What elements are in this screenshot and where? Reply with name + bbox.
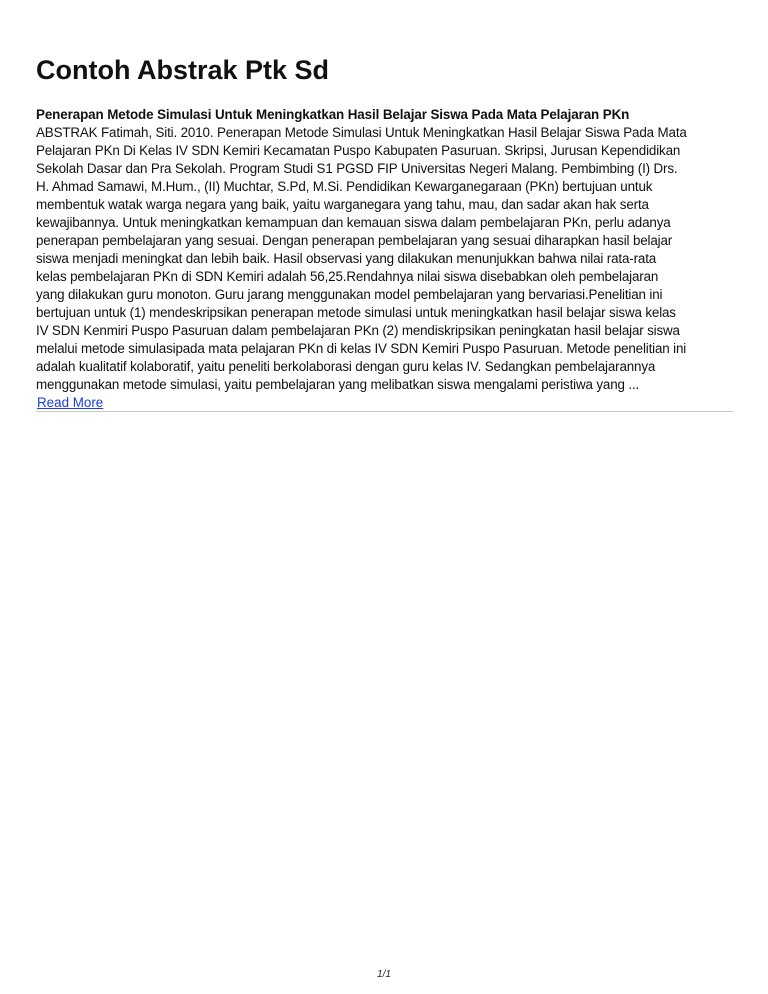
article-body-line: membentuk watak warga negara yang baik, yaitu warganegara yang tahu, mau, dan sadar akan hak serta bbox=[36, 197, 649, 212]
page-number: 1/1 bbox=[377, 969, 391, 980]
read-more-link[interactable]: Read More bbox=[37, 395, 104, 410]
page-title: Contoh Abstrak Ptk Sd bbox=[36, 55, 330, 85]
article-body-line: bertujuan untuk (1) mendeskripsikan penerapan metode simulasi untuk meningkatkan hasil belajar siswa kelas bbox=[36, 305, 676, 320]
article-body-line: kewajibannya. Untuk meningkatkan kemampuan dan kemauan siswa dalam pembelajaran PKn, perlu adanya bbox=[36, 215, 671, 230]
article-body-line: penerapan pembelajaran yang sesuai. Dengan penerapan pembelajaran yang sesuai diharapkan hasil belajar bbox=[36, 233, 673, 248]
article-title: Penerapan Metode Simulasi Untuk Meningkatkan Hasil Belajar Siswa Pada Mata Pelajaran PKn bbox=[36, 107, 630, 122]
article-section bbox=[36, 106, 733, 412]
article-body-line: kelas pembelajaran PKn di SDN Kemiri adalah 56,25.Rendahnya nilai siswa disebabkan oleh pembelajaran bbox=[36, 269, 659, 284]
article-body-line: Sekolah Dasar dan Pra Sekolah. Program Studi S1 PGSD FIP Universitas Negeri Malang. Pembimbing (I) Drs. bbox=[36, 161, 678, 176]
article-body-line: adalah kualitatif kolaboratif, yaitu peneliti berkolaborasi dengan guru kelas IV. Sedangkan pembelajarannya bbox=[36, 359, 656, 374]
article-body bbox=[36, 124, 733, 394]
article-body-line: yang dilakukan guru monoton. Guru jarang menggunakan model pembelajaran yang bervariasi.Penelitian ini bbox=[36, 287, 663, 302]
article-body-line: Pelajaran PKn Di Kelas IV SDN Kemiri Kecamatan Puspo Kabupaten Pasuruan. Skripsi, Jurusan Kependidikan bbox=[36, 143, 681, 158]
section-divider bbox=[36, 411, 733, 412]
article-body-line: H. Ahmad Samawi, M.Hum., (II) Muchtar, S.Pd, M.Si. Pendidikan Kewarganegaraan (PKn) bertujuan untuk bbox=[36, 179, 653, 194]
article-body-line: melalui metode simulasipada mata pelajaran PKn di kelas IV SDN Kemiri Puspo Pasuruan. Metode penelitian ini bbox=[36, 341, 687, 356]
article-body-line: menggunakan metode simulasi, yaitu pembelajaran yang melibatkan siswa mengalami peristiwa yang ... bbox=[36, 377, 640, 392]
article-body-line: siswa menjadi meningkat dan lebih baik. Hasil observasi yang dilakukan menunjukkan bahwa nilai rata-rata bbox=[36, 251, 657, 266]
article-body-line: ABSTRAK Fatimah, Siti. 2010. Penerapan Metode Simulasi Untuk Meningkatkan Hasil Belajar Siswa Pada Mata bbox=[36, 125, 687, 140]
article-body-line: IV SDN Kenmiri Puspo Pasuruan dalam pembelajaran PKn (2) mendiskripsikan peningkatan hasil belajar siswa bbox=[36, 323, 680, 338]
